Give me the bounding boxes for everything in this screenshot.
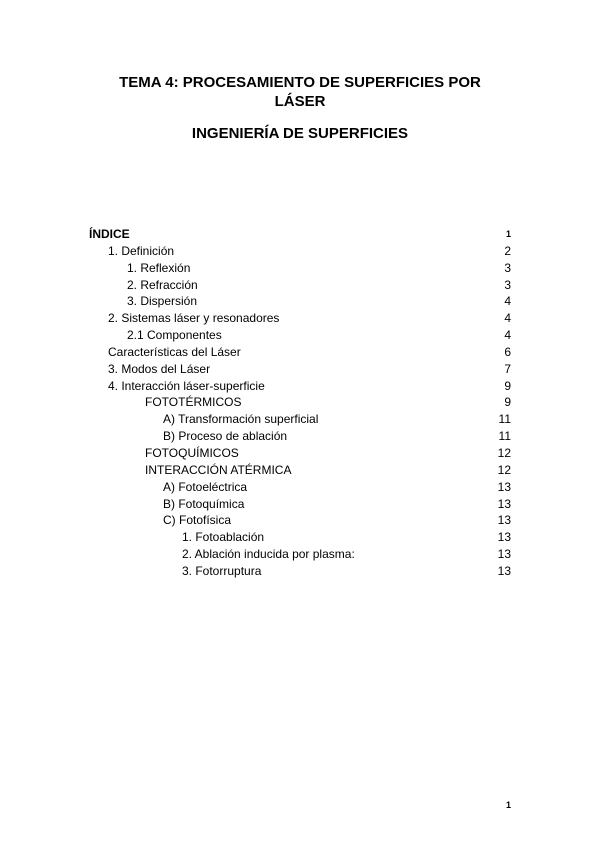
toc-entry[interactable] (0, 512, 600, 529)
toc-label: 1. Definición (108, 243, 175, 258)
toc-page: 13 (497, 513, 511, 528)
toc-page: 1 (505, 229, 511, 239)
toc-page: 3 (504, 277, 511, 292)
toc-label: ÍNDICE (89, 227, 130, 241)
toc-page: 13 (497, 496, 511, 511)
toc-label: A) Fotoeléctrica (163, 479, 248, 494)
toc-heading[interactable] (0, 226, 600, 243)
toc-page: 12 (497, 445, 511, 460)
toc-page: 11 (498, 412, 511, 427)
toc-entry[interactable] (0, 378, 600, 395)
toc-page: 7 (504, 361, 511, 376)
toc-page: 13 (497, 479, 511, 494)
document-title: TEMA 4: PROCESAMIENTO DE SUPERFICIES POR LÁSER (119, 74, 481, 110)
toc-label: C) Fotofísica (163, 513, 232, 528)
toc-page: 6 (504, 344, 511, 359)
toc-entry[interactable] (0, 479, 600, 496)
toc-page: 2 (504, 243, 511, 258)
toc-entry[interactable] (0, 428, 600, 445)
toc-label: FOTOTÉRMICOS (145, 395, 242, 410)
toc-label: 3. Modos del Láser (108, 361, 211, 376)
toc-page: 13 (497, 563, 511, 578)
toc-page: 4 (504, 328, 511, 343)
toc-entry[interactable] (0, 394, 600, 411)
toc-entry[interactable] (0, 411, 600, 428)
toc-page: 9 (504, 395, 511, 410)
toc-page: 4 (504, 311, 511, 326)
toc-page: 3 (504, 260, 511, 275)
toc-entry[interactable] (0, 529, 600, 546)
toc-label: 4. Interacción láser-superficie (108, 378, 265, 393)
toc-entry[interactable] (0, 277, 600, 294)
toc-label: FOTOQUÍMICOS (145, 445, 239, 460)
toc-page: 13 (497, 547, 511, 562)
toc-entry[interactable] (0, 462, 600, 479)
toc-label: B) Proceso de ablación (163, 429, 288, 444)
toc-label: 2. Sistemas láser y resonadores (108, 311, 280, 326)
toc-label: 1. Fotoablación (182, 530, 265, 545)
toc-page: 9 (504, 378, 511, 393)
toc-entry[interactable] (0, 445, 600, 462)
toc-entry[interactable] (0, 327, 600, 344)
toc-entry[interactable] (0, 344, 600, 361)
toc-label: 3. Dispersión (127, 294, 198, 309)
toc-page: 11 (498, 429, 511, 444)
toc-label: 1. Reflexión (127, 260, 191, 275)
toc-page: 4 (504, 294, 511, 309)
toc-label: A) Transformación superficial (163, 412, 319, 427)
toc-label: B) Fotoquímica (163, 496, 245, 511)
table-of-contents (0, 226, 600, 580)
document-subtitle: INGENIERÍA DE SUPERFICIES (191, 125, 409, 142)
toc-entry[interactable] (0, 563, 600, 580)
toc-entry[interactable] (0, 260, 600, 277)
toc-label: 2. Ablación inducida por plasma: (182, 547, 355, 562)
toc-page: 12 (497, 462, 511, 477)
toc-label: 2.1 Componentes (127, 328, 222, 343)
toc-entry[interactable] (0, 310, 600, 327)
toc-label: 3. Fotorruptura (182, 563, 262, 578)
toc-entry[interactable] (0, 293, 600, 310)
toc-label: Características del Láser (108, 344, 241, 359)
page-number: 1 (505, 800, 511, 810)
toc-label: INTERACCIÓN ATÉRMICA (145, 462, 292, 477)
toc-entry[interactable] (0, 546, 600, 563)
toc-entry[interactable] (0, 496, 600, 513)
toc-entry[interactable] (0, 361, 600, 378)
toc-label: 2. Refracción (127, 277, 198, 292)
toc-entry[interactable] (0, 243, 600, 260)
toc-page: 13 (497, 530, 511, 545)
